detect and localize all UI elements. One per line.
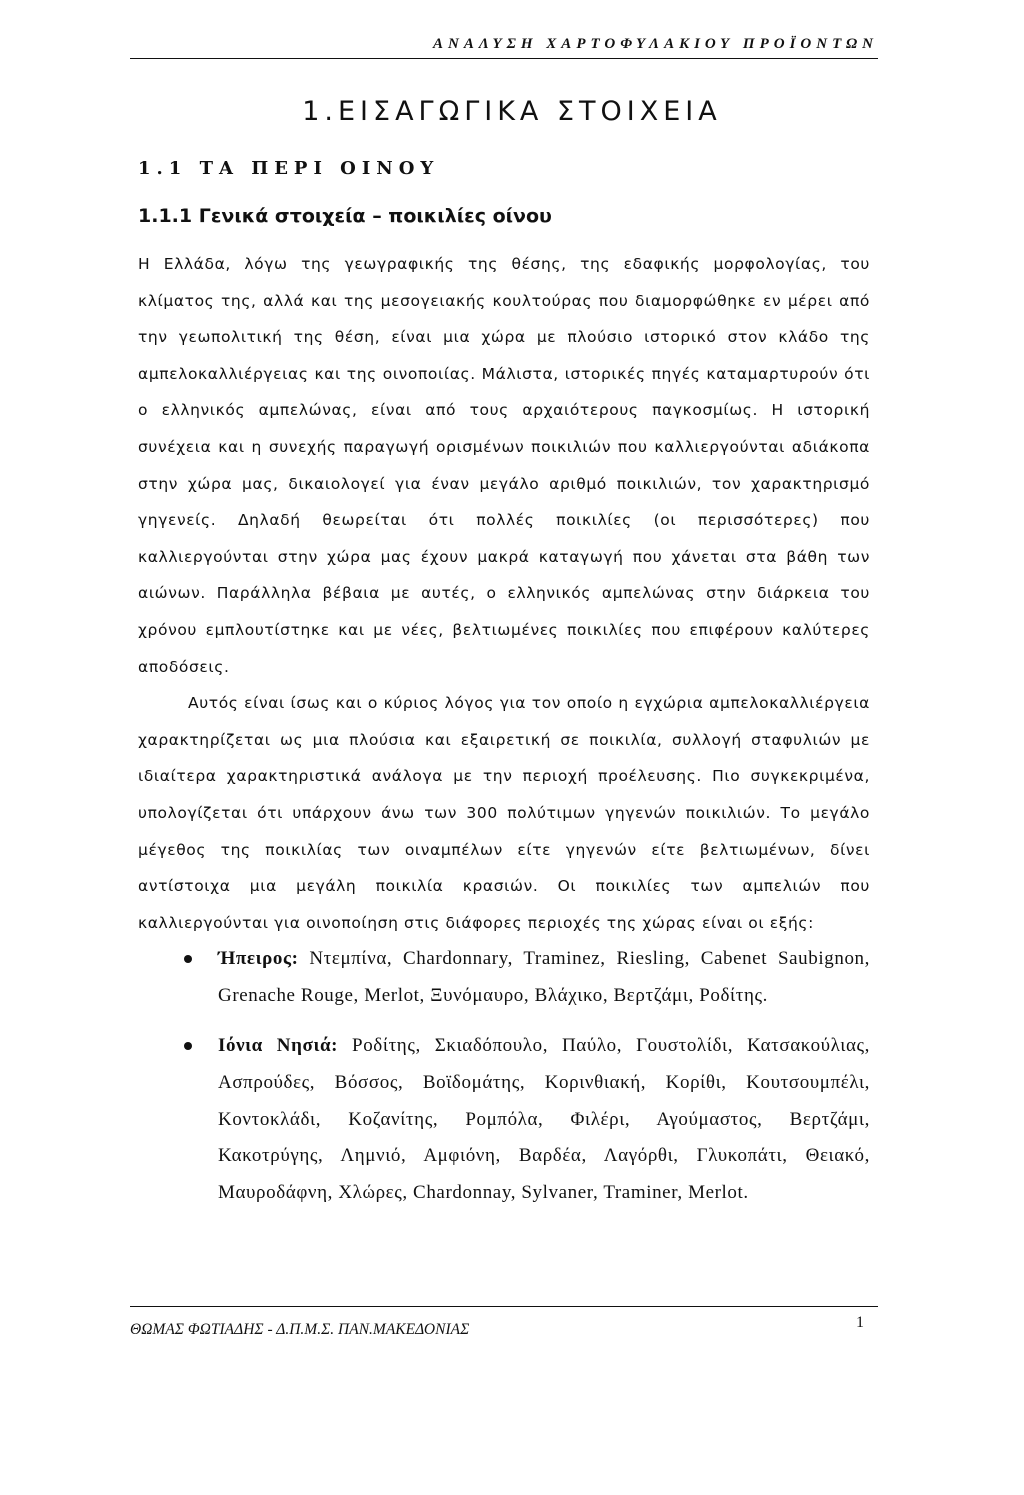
running-header: ΑΝΑΛΥΣΗ ΧΑΡΤΟΦΥΛΑΚΙΟΥ ΠΡΟΪΟΝΤΩΝ <box>432 36 878 52</box>
variety-names: Ροδίτης, Σκιαδόπουλο, Παύλο, Γουστολίδι, Κατσακούλιας, Ασπρούδες, Βόσσος, Βοϊδομάτης, Κορινθιακή, Κορίθι, Κουτσουμπέλι, Κοντοκλάδι, Κοζανίτης, Ρομπόλα, Φιλέρι, Αγούμαστος, Βερτζάμι, Κακοτρύγης, Λημνιό, Αμφιόνη, Βαρδέα, Λαγόρθι, Γλυκοπάτι, Θειακό, Μαυροδάφνη, Χλώρες, Chardonnay, Sylvaner, Traminer, Merlot. <box>218 1035 870 1203</box>
header-rule <box>130 58 878 59</box>
region-label: Ιόνια Νησιά: <box>218 1035 339 1057</box>
paragraph: Αυτός είναι ίσως και ο κύριος λόγος για τον οποίο η εγχώρια αμπελοκαλλιέργεια χαρακτηρίζεται ως μια πλούσια και εξαιρετική σε ποικιλία, συλλογή σταφυλιών με ιδιαίτερα χαρακτηριστικά ανάλογα με την περιοχή προέλευσης. Πιο συγκεκριμένα, υπολογίζεται ότι υπάρχουν άνω των 300 πολύτιμων γηγενών ποικιλιών. Το μεγάλο μέγεθος της ποικιλίας των οιναμπέλων είτε γηγενών είτε βελτιωμένων, δίνει αντίστοιχα μια μεγάλη ποικιλία κρασιών. Οι ποικιλίες των αμπελιών που καλλιεργούνται για οινοποίηση στις διάφορες περιοχές της χώρας είναι οι εξής: <box>138 694 870 932</box>
subsection-title: 1.1.1 Γενικά στοιχεία – ποικιλίες οίνου <box>138 205 552 227</box>
footer-rule <box>130 1306 878 1307</box>
region-label: Ήπειρος: <box>218 948 299 970</box>
page-number: 1 <box>856 1314 864 1331</box>
chapter-title: 1.ΕΙΣΑΓΩΓΙΚΑ ΣΤΟΙΧΕΙΑ <box>302 96 722 127</box>
list-item <box>138 941 870 1014</box>
bullet-icon <box>184 955 192 963</box>
paragraph: Η Ελλάδα, λόγω της γεωγραφικής της θέσης, της εδαφικής μορφολογίας, του κλίματος της, αλλά και της μεσογειακής κουλτούρας που διαμορφώθηκε εν μέρει από την γεωπολιτική της θέση, είναι μια χώρα με πλούσιο ιστορικό στον κλάδο της αμπελοκαλλιέργειας και της οινοποιίας. Μάλιστα, ιστορικές πηγές καταμαρτυρούν ότι ο ελληνικός αμπελώνας, είναι από τους αρχαιότερους παγκοσμίως. Η ιστορική συνέχεια και η συνεχής παραγωγή ορισμένων ποικιλιών που καλλιεργούνται αδιάκοπα στην χώρα μας, δικαιολογεί για έναν μεγάλο αριθμό ποικιλιών, τον χαρακτηρισμό γηγενείς. Δηλαδή θεωρείται ότι πολλές ποικιλίες (οι περισσότερες) που καλλιεργούνται στην χώρα μας έχουν μακρά καταγωγή που χάνεται στα βάθη των αιώνων. Παράλληλα βέβαια με αυτές, ο ελληνικός αμπελώνας στην διάρκεια του χρόνου εμπλουτίστηκε και με νέες, βελτιωμένες ποικιλίες που επιφέρουν καλύτερες αποδόσεις. <box>138 255 870 676</box>
variety-list <box>138 941 870 1211</box>
variety-names: Ντεμπίνα, Chardonnary, Traminez, Riesling, Cabenet Saubignon, Grenache Rouge, Merlot, Ξυνόμαυρο, Βλάχικο, Βερτζάμι, Ροδίτης. <box>218 948 870 1006</box>
list-item <box>138 1028 870 1211</box>
section-title: 1.1 ΤΑ ΠΕΡΙ ΟΙΝΟΥ <box>138 158 440 179</box>
bullet-icon <box>184 1042 192 1050</box>
body-text <box>138 246 870 1211</box>
footer-author: ΘΩΜΑΣ ΦΩΤΙΑΔΗΣ - Δ.Π.Μ.Σ. ΠΑΝ.ΜΑΚΕΔΟΝΙΑΣ <box>130 1321 470 1338</box>
